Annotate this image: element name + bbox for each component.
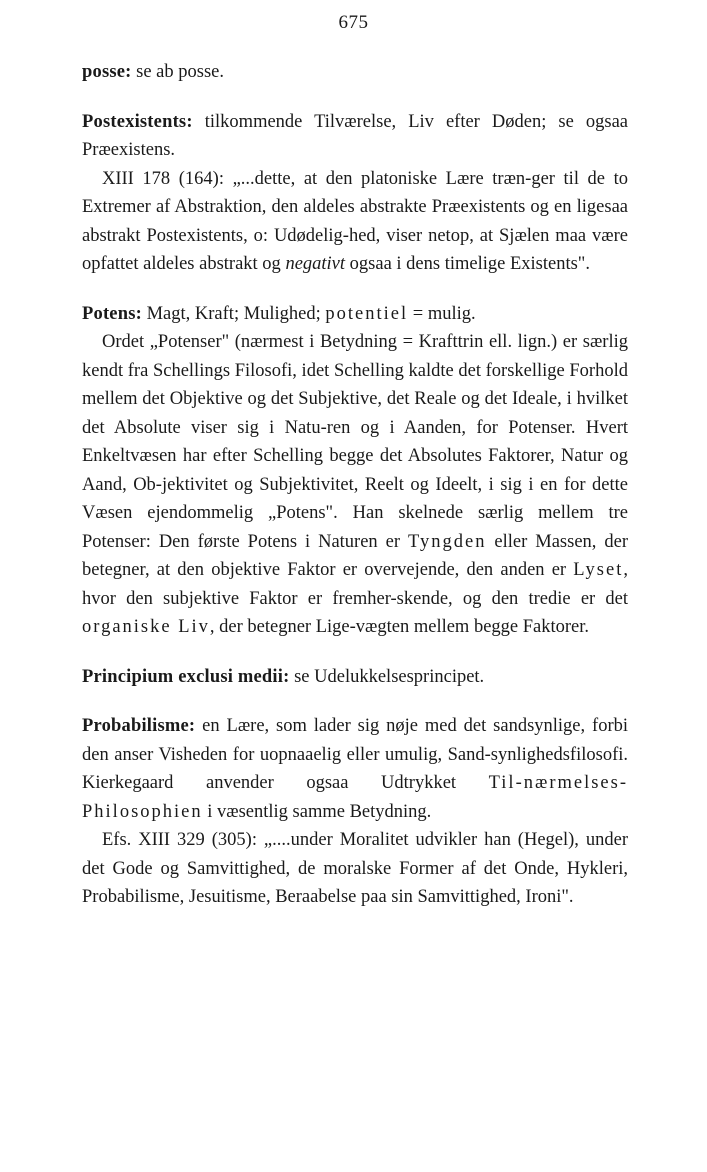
entry-headword: Probabilisme: <box>82 716 196 736</box>
entry-spaced-term: Lyset <box>573 560 624 580</box>
entry-postexistents-quote <box>82 165 628 279</box>
entry-text: = mulig. <box>408 303 476 324</box>
entry-principium-paragraph <box>82 663 628 692</box>
entry-postexistents <box>82 108 628 279</box>
entry-text: Magt, Kraft; Mulighed; <box>141 303 326 324</box>
quote-text: Efs. XIII 329 (305): „....under Moralitet udvikler han (Hegel), under det Gode og Samvittighed, de moralske Former af det Onde, Hykleri, Probabilisme, Jesuitisme, Beraabelse paa sin Samvittighed, Ironi". <box>82 830 628 907</box>
entry-spaced-term: potentiel <box>325 303 409 324</box>
entry-text: se Udelukkelsesprincipet. <box>289 666 485 687</box>
entry-potens <box>82 300 628 642</box>
entry-posse <box>82 58 628 87</box>
paragraph-text: , hvor den subjektive Faktor er fremher-skende, og den tredie er det <box>82 560 628 609</box>
entry-probabilisme <box>82 712 628 912</box>
entry-text: tilkommende Tilværelse, Liv efter Døden; se ogsaa Præexistens. <box>82 111 628 160</box>
entry-probabilisme-quote <box>82 826 628 912</box>
entry-spaced-term: Tyngden <box>407 531 487 552</box>
page-body <box>82 58 628 933</box>
paragraph-text: Ordet „Potenser" (nærmest i Betydning = Krafttrin ell. lign.) er særlig kendt fra Schellings Filosofi, idet Schelling kaldte det forskellige Forhold mellem det Objektive og det Subjektive, det Reale og det Ideale, i hvilket det Absolute viser sig i Natu-ren og i Aanden, for Potenser. Hvert Enkeltvæsen har efter Schelling begge det Absolutes Faktorer, Natur og Aand, Ob-jektivitet og Subjektivitet, Reelt og Ideelt, i sig i en for dette Væsen ejendommelig „Potens". Han skelnede særlig mellem tre Potenser: Den første Potens i Naturen er <box>82 332 628 552</box>
paragraph-text: , der betegner Lige-vægten mellem begge Faktorer. <box>209 617 590 637</box>
entry-headword: posse: <box>82 62 132 82</box>
entry-principium <box>82 663 628 692</box>
entry-headword: Principium exclusi medii: <box>82 666 290 687</box>
entry-headword: Postexistents: <box>82 111 193 132</box>
entry-potens-definition <box>82 300 628 329</box>
entry-posse-paragraph <box>82 58 628 87</box>
entry-potens-paragraph <box>82 328 628 642</box>
entry-text: se ab posse. <box>131 62 224 82</box>
entry-postexistents-paragraph <box>82 108 628 165</box>
entry-headword: Potens: <box>82 303 142 324</box>
entry-spaced-term: organiske Liv <box>82 617 210 637</box>
quote-text: ogsaa i dens timelige Existents". <box>345 254 590 274</box>
quote-text: XIII 178 (164): „...dette, at den platoniske Lære træn-ger til de to Extremer af Abstraktion, den aldeles abstrakte Præexistents og en ligesaa abstrakt Postexistents, o: Udødelig-hed, viser netop, at Sjælen maa være opfattet aldeles abstrakt og <box>82 168 628 274</box>
entry-text: en Lære, som lader sig nøje med det sandsynlige, forbi den anser Visheden for uopnaaelig eller umulig, Sand-synlighedsfilosofi. Kierkegaard anvender ogsaa Udtrykket <box>82 716 628 793</box>
page-number: 675 <box>338 12 369 33</box>
entry-probabilisme-paragraph <box>82 712 628 826</box>
entry-text: i væsentlig samme Betydning. <box>202 801 432 822</box>
paragraph-text: eller Massen, der betegner, at den objektive Faktor er overvejende, den anden er <box>82 531 628 580</box>
quote-emphasis: negativt <box>285 254 346 274</box>
entry-spaced-term: Til-nærmelses-Philosophien <box>82 773 628 822</box>
